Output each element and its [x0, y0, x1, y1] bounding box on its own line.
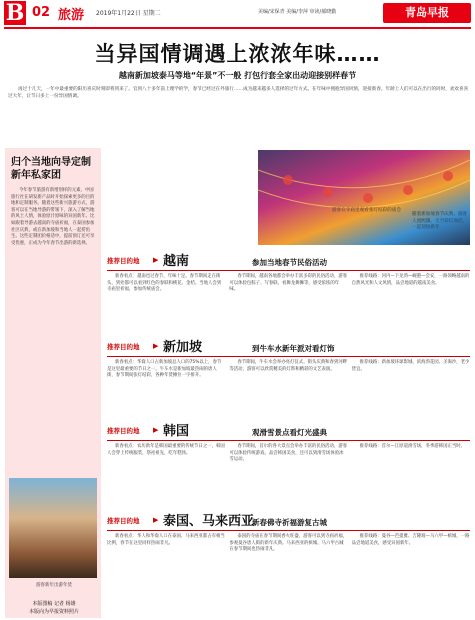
issue-date: 2019年1月22日 星期二 — [96, 10, 161, 17]
section-vietnam — [107, 250, 470, 294]
sidebar-title: 归个当地向导定制新年私家团 — [11, 157, 91, 181]
section-tag: 推荐目的地 — [107, 257, 140, 265]
editor-credits: 美编/宋保青 美编/李萍 审读/郝晓勤 — [258, 9, 337, 15]
section-paragraph: 春节期间，牛车水会举办亮灯仪式、街头庆典和春到河畔等活动，游客可以欣赏精美的灯饰和精彩的文艺表演。 — [229, 360, 348, 372]
sidebar-body: 今年春节旅游有新增别样的元素，中国旅行社在研发新产品时开始探索更多的目的地和定制服务。随着这些新兴旅游方式，游客可以在当地导游的带领下，深入了解当地的风土人情，体验原汁原味的异国新年。比如跟着导游去越南的寺庙祈福，在泰国参加社区庆典，或在新加坡和当地人一起捞鱼生。这些定制团价格适中，提前预订还可享受优惠，正成为今年春节出游的新选择。 — [11, 188, 95, 246]
sidebar-credit — [11, 600, 97, 616]
section-paragraph: 新春看点：越南也过春节，年味十足。春节期间走在街头，到处都可以看到红色的春联和桃花、金桔。当地人会到寺庙里祈福，参加传统庙会。 — [107, 274, 222, 293]
page-headline: 当异国情调遇上浓浓年味…… — [94, 42, 381, 66]
section-country: 韩国 — [163, 424, 190, 439]
section-paragraph: 春节期间，越南各地都会举办丰富多彩的民俗活动，游客可以体验包粽子、写春联、看舞龙舞狮等，感受浓浓的年味。 — [229, 274, 348, 293]
section-tag: 推荐目的地 — [107, 517, 140, 525]
section-paragraph: 推荐线路：河内—下龙湾—岘港—会安，一路领略越南的自然风光和人文风情，品尝地道的越南美食。 — [351, 274, 470, 286]
credit-line-2: 本版向为早报资料照片 — [28, 609, 79, 615]
page-subheadline: 越南新加坡泰马等地“年景”不一般 打包行套全家出动迎接别样春节 — [118, 71, 357, 80]
section-korea — [107, 420, 470, 464]
sidebar-photo-caption: 游客新年出游年货 — [36, 583, 72, 588]
intro-paragraph: 再过十几天，一年中最重要的阳历喜庆时刻即将到来了。官到八十多年前上理学的学，春节已经过在外旅行……成为越来越多人选择的过年方式。在年味中拥抱异国风情，迎接新春。年龄上人们可以在出行的同时，欢欢喜喜过大年，让节日多上一份异国情调。 — [8, 87, 469, 100]
sidebar-photo — [9, 478, 97, 578]
section-country: 新加坡 — [163, 340, 203, 355]
section-rule — [107, 530, 470, 531]
credit-line-1: 本版图稿 记者 杨雄 — [32, 601, 76, 607]
sidebar-box — [5, 148, 101, 618]
section-paragraph: 新春看点：农历新年是韩国最重要的传统节日之一，韩国人会穿上传统服装，祭祀祖先，吃年糕汤。 — [107, 444, 225, 456]
page-number: 02 — [32, 5, 51, 20]
section-logo: B — [5, 0, 25, 26]
section-thailand-malaysia — [107, 510, 470, 554]
section-paragraph: 新春看点：华人和华裔人口在泰国、马来西亚都占有相当比例，春节在这里同样热闹非凡。 — [107, 534, 225, 546]
section-name: 旅游 — [58, 8, 85, 23]
section-paragraph: 春节期间，首尔的各大景点会举办丰富的民俗活动，游客可以体验传统游戏、品尝韩国美食，还可以到滑雪场体验冰雪运动。 — [229, 444, 348, 463]
section-paragraph: 泰国的寺庙在春节期间香火旺盛，游客可以到寺庙祈福，参观曼谷唐人街的新年庆典。马来西亚的槟城、马六甲古城在春节期间也热闹非凡。 — [229, 534, 348, 553]
section-tag: 推荐目的地 — [107, 427, 140, 435]
section-paragraph: 推荐线路：首尔—江原道滑雪场，冬季游韩国正当时。 — [359, 444, 466, 449]
photo-caption-left: 游客在寺庙里观看张灯结彩的庙会 — [332, 208, 401, 213]
arrow-icon: ▶ — [153, 342, 159, 350]
page-header — [0, 0, 475, 26]
section-paragraph: 推荐线路：曼谷—芭提雅、吉隆坡—马六甲—槟城，一路品尝地道美食，感受异国新年。 — [351, 534, 470, 546]
section-paragraph: 推荐线路：新加坡环球影城、滨海湾花园、圣淘沙，老少皆宜。 — [351, 360, 470, 372]
section-tag: 推荐目的地 — [107, 343, 140, 351]
section-title: 到牛车水新年派对看灯饰 — [252, 344, 335, 353]
section-rule — [107, 270, 470, 271]
photo-caption-right: 随着新加坡春节庆典，游客人流熙攘，天空彩灯高挂，一起迎接新年 — [412, 212, 468, 230]
section-rule — [107, 356, 470, 357]
section-title: 观滑雪景点看灯光盛典 — [252, 428, 327, 437]
section-paragraph: 新春看点：华裔人口占新加坡总人口的75%以上，春节是这里最重要的节日之一。牛车水是新加坡最热闹的唐人街，春节期间张灯结彩，各种年货摊位一字排开。 — [107, 360, 222, 379]
arrow-icon: ▶ — [153, 256, 159, 264]
newspaper-brand: 青岛早报 — [383, 3, 471, 23]
section-country: 越南 — [163, 254, 190, 269]
section-rule — [107, 440, 470, 441]
arrow-icon: ▶ — [153, 516, 159, 524]
header-divider — [4, 27, 471, 29]
section-title: 新春佛寺祈福游复古城 — [252, 518, 327, 527]
arrow-icon: ▶ — [153, 426, 159, 434]
section-singapore — [107, 336, 470, 380]
section-country: 泰国、马来西亚 — [163, 514, 255, 529]
section-title: 参加当地春节民俗活动 — [252, 258, 327, 267]
